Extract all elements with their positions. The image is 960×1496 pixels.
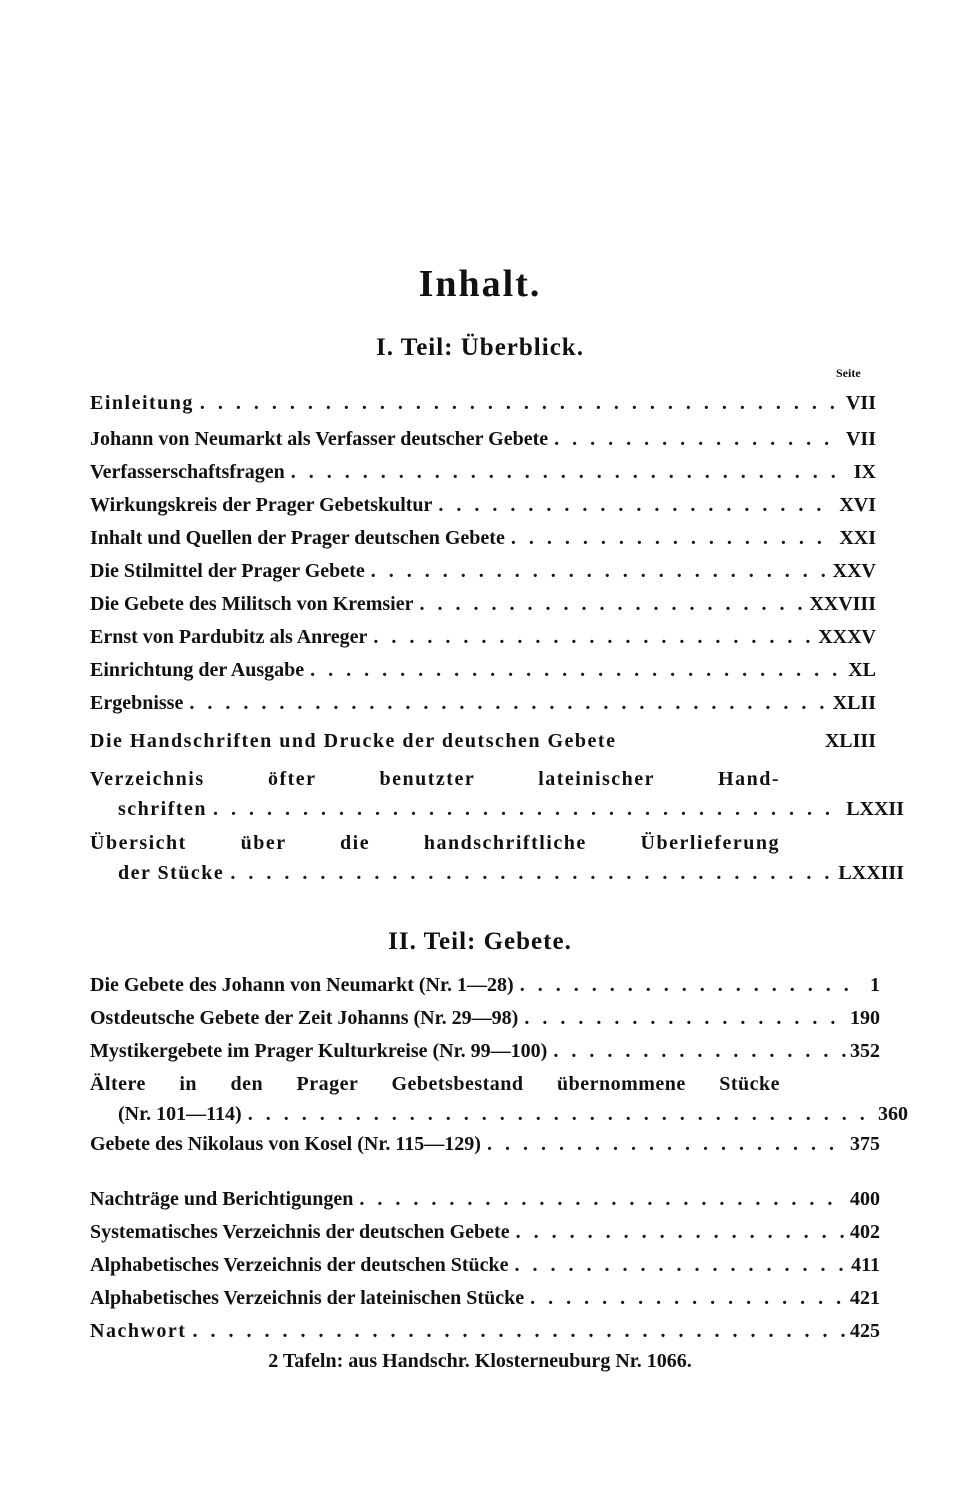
- part-2-heading: II. Teil: Gebete.: [388, 928, 572, 955]
- toc-entry: [90, 970, 880, 1000]
- toc-entry-page: 400: [850, 1188, 880, 1210]
- toc-entry-page: 352: [850, 1040, 880, 1062]
- toc-entry: [90, 424, 876, 454]
- toc-entry: [90, 1069, 908, 1129]
- toc-entry: [90, 1250, 880, 1280]
- page-title: Inhalt.: [418, 263, 542, 305]
- toc-entry-title: Johann von Neumarkt als Verfasser deutscher Gebete: [90, 428, 549, 450]
- toc-entry-page: 425: [850, 1320, 880, 1342]
- toc-entry: [90, 457, 876, 487]
- toc-entry-title: Inhalt und Quellen der Prager deutschen Gebete: [90, 527, 505, 549]
- toc-entry-title: Ostdeutsche Gebete der Zeit Johanns (Nr. 29—98): [90, 1007, 519, 1029]
- toc-entry: [90, 1283, 880, 1313]
- toc-entry: [90, 556, 876, 586]
- toc-entry-page: XLIII: [824, 730, 876, 752]
- toc-entry-title: Ältere in den Prager Gebetsbestand übernommene Stücke: [90, 1073, 780, 1095]
- toc-entry-page: XXVIII: [809, 593, 876, 615]
- toc-entry-title: Einrichtung der Ausgabe: [90, 659, 305, 681]
- toc-entry-title-cont: schriften: [118, 798, 208, 820]
- toc-entry: [90, 1129, 880, 1159]
- toc-entry: [90, 655, 876, 685]
- toc-entry: [90, 388, 876, 418]
- toc-entry-page: XLII: [832, 692, 876, 714]
- toc-entry: [90, 828, 904, 888]
- toc-entry-page: LXXIII: [838, 862, 904, 884]
- toc-entry-page: 421: [850, 1287, 880, 1309]
- toc-entry-title: Ernst von Pardubitz als Anreger: [90, 626, 368, 648]
- toc-entry-title: Wirkungskreis der Prager Gebetskultur: [90, 494, 433, 516]
- toc-entry-page: IX: [853, 461, 876, 483]
- toc-entry-page: 1: [870, 974, 880, 996]
- toc-entry-page: XXI: [839, 527, 876, 549]
- toc-entry-page: VII: [845, 392, 876, 414]
- toc-entry-title: Die Stilmittel der Prager Gebete: [90, 560, 365, 582]
- toc-entry-title: Ergebnisse: [90, 692, 184, 714]
- toc-entry-title: Verfasserschaftsfragen: [90, 461, 285, 483]
- toc-entry: [90, 1003, 880, 1033]
- toc-entry: [90, 589, 876, 619]
- toc-entry-title: Alphabetisches Verzeichnis der lateinischen Stücke: [90, 1287, 525, 1309]
- toc-entry-title: Systematisches Verzeichnis der deutschen Gebete: [90, 1221, 510, 1243]
- toc-entry-page: XVI: [839, 494, 876, 516]
- toc-entry-page: 375: [850, 1133, 880, 1155]
- toc-entry-title: Die Gebete des Johann von Neumarkt (Nr. 1—28): [90, 974, 514, 996]
- toc-entry-title: Alphabetisches Verzeichnis der deutschen Stücke: [90, 1254, 509, 1276]
- plates-note: 2 Tafeln: aus Handschr. Klosterneuburg Nr. 1066.: [268, 1350, 692, 1372]
- toc-entry-title: Nachwort: [90, 1320, 187, 1342]
- toc-entry-title: Gebete des Nikolaus von Kosel (Nr. 115—129): [90, 1133, 481, 1155]
- toc-entry: [90, 1316, 880, 1346]
- toc-entry-page: LXXII: [846, 798, 904, 820]
- toc-entry: [90, 764, 904, 824]
- toc-entry: [90, 726, 876, 756]
- toc-entry-title: Verzeichnis öfter benutzter lateinischer Hand-: [90, 768, 780, 790]
- toc-entry: [90, 622, 876, 652]
- toc-entry-page: 190: [850, 1007, 880, 1029]
- toc-entry-title-cont: (Nr. 101—114): [118, 1103, 242, 1125]
- toc-entry: [90, 1217, 880, 1247]
- toc-entry-title: Einleitung: [90, 392, 194, 414]
- toc-entry-page: 360: [878, 1103, 908, 1125]
- toc-entry-page: 411: [851, 1254, 880, 1276]
- toc-entry-page: XXXV: [818, 626, 876, 648]
- toc-entry: [90, 1184, 880, 1214]
- toc-entry-title: Die Gebete des Militsch von Kremsier: [90, 593, 414, 615]
- toc-entry: [90, 490, 876, 520]
- part-1-heading: I. Teil: Überblick.: [376, 334, 584, 361]
- toc-entry: [90, 688, 876, 718]
- toc-entry: [90, 1036, 880, 1066]
- page-column-label: Seite: [836, 366, 861, 380]
- toc-entry-title-cont: der Stücke: [118, 862, 225, 884]
- toc-entry-title: Nachträge und Berichtigungen: [90, 1188, 354, 1210]
- toc-entry-page: 402: [850, 1221, 880, 1243]
- toc-entry-page: XXV: [832, 560, 876, 582]
- toc-entry: [90, 523, 876, 553]
- toc-entry-page: VII: [845, 428, 876, 450]
- toc-entry-page: XL: [848, 659, 876, 681]
- toc-entry-title: Mystikergebete im Prager Kulturkreise (Nr. 99—100): [90, 1040, 548, 1062]
- toc-entry-title: Die Handschriften und Drucke der deutschen Gebete: [90, 730, 617, 752]
- toc-entry-title: Übersicht über die handschriftliche Überlieferung: [90, 832, 780, 854]
